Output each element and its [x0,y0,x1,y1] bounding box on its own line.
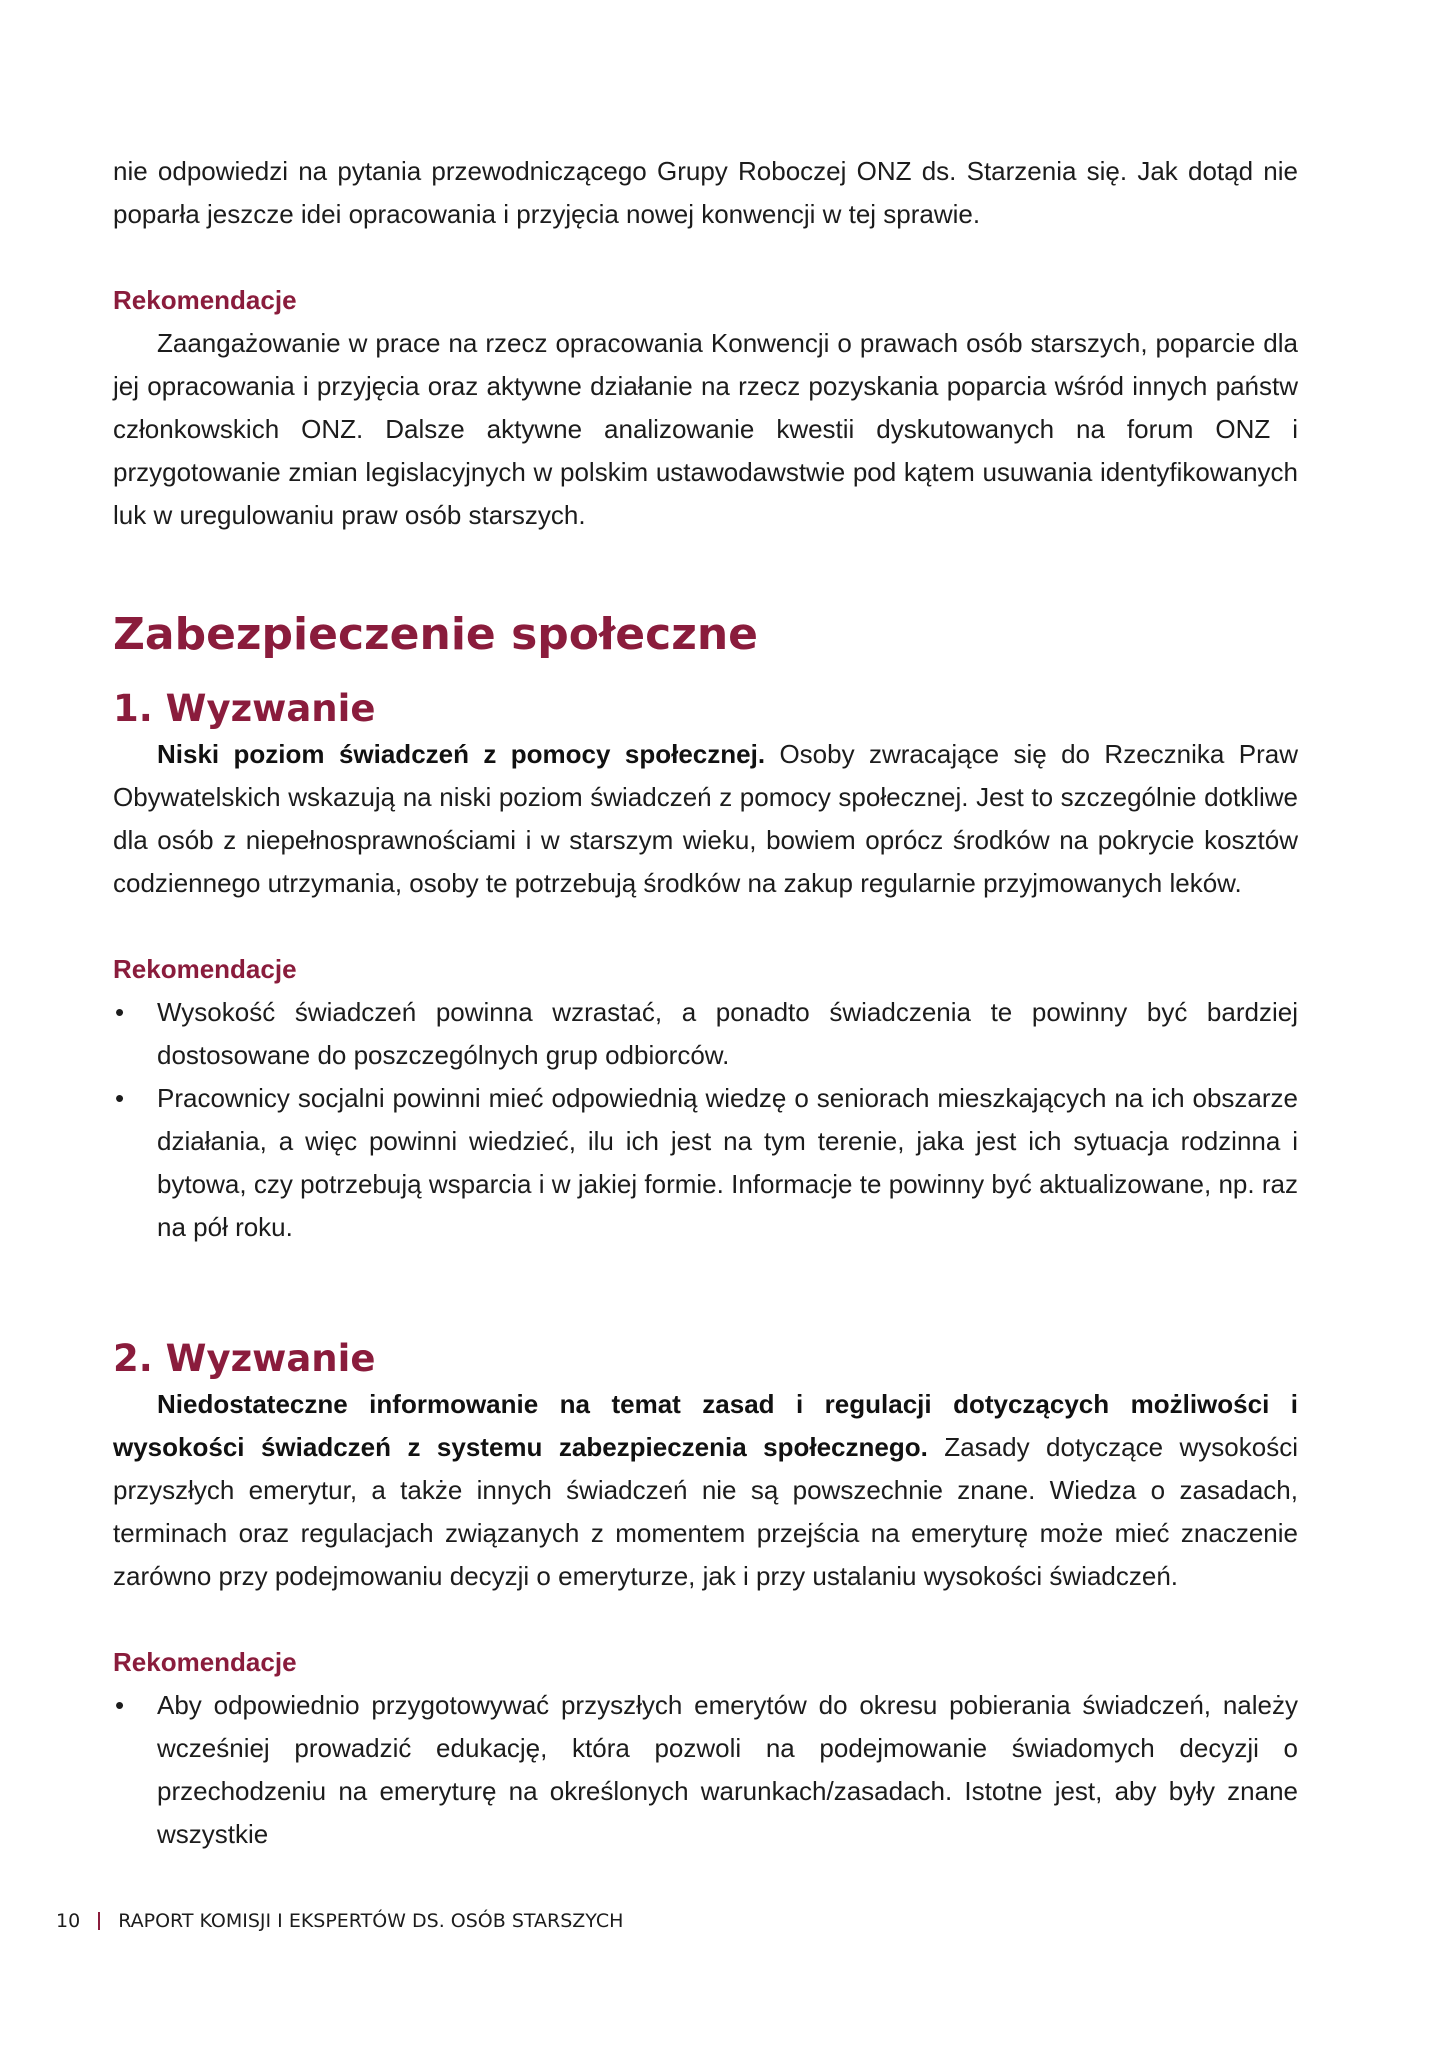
challenge-1-paragraph [113,733,1298,905]
bullet-icon: • [115,1083,125,1113]
page-footer [56,1910,623,1932]
challenge-2-heading: 2. Wyzwanie [113,1337,376,1380]
challenge-2-recommendations-list [113,1684,1298,1856]
list-item: • Aby odpowiednio przygotowywać przyszłych emerytów do okresu pobierania świadczeń, należy wcześniej prowadzić edukację, która pozwoli na podejmowanie świadomych decyzji o przechodzeniu na emeryturę na określonych warunkach/zasadach. Istotne jest, aby były znane wszystkie [113,1684,1298,1856]
challenge-1-recommendations-label: Rekomendacje [113,954,297,984]
list-item: • Wysokość świadczeń powinna wzrastać, a ponadto świadczenia te powinny być bardziej dostosowane do poszczególnych grup odbiorców. [113,991,1298,1077]
challenge-1-lead: Niski poziom świadczeń z pomocy społecznej. [157,739,766,769]
challenge-1-recommendations-list [113,991,1298,1249]
challenge-1-text: Osoby zwracające się do Rzecznika Praw Obywatelskich wskazują na niski poziom świadczeń z pomocy społecznej. Jest to szczególnie dotkliwe dla osób z niepełnosprawnościami i w starszym wieku, bowiem oprócz środków na pokrycie kosztów codziennego utrzymania, osoby te potrzebują środków na zakup regularnie przyjmowanych leków. [113,739,1298,898]
recommendations-label: Rekomendacje [113,285,297,315]
bullet-icon: • [115,1690,125,1720]
section-title: Zabezpieczenie społeczne [113,609,759,660]
page-content [113,150,1298,1856]
footer-divider [98,1912,100,1930]
challenge-2-text: Zasady dotyczące wysokości przyszłych emerytur, a także innych świadczeń nie są powszechnie znane. Wiedza o zasadach, terminach oraz regulacjach związanych z momentem przejścia na emeryturę może mieć znaczenie zarówno przy podejmowaniu decyzji o emeryturze, jak i przy ustalaniu wysokości świadczeń. [113,1432,1299,1591]
challenge-2-paragraph [113,1383,1298,1598]
challenge-1-heading: 1. Wyzwanie [113,687,376,730]
challenge-2-recommendations-label: Rekomendacje [113,1647,297,1677]
list-item: • Pracownicy socjalni powinni mieć odpowiednią wiedzę o seniorach mieszkających na ich obszarze działania, a więc powinni wiedzieć, ilu ich jest na tym terenie, jaka jest ich sytuacja rodzinna i bytowa, czy potrzebują wsparcia i w jakiej formie. Informacje te powinny być aktualizowane, np. raz na pół roku. [113,1077,1298,1249]
recommendations-paragraph: Zaangażowanie w prace na rzecz opracowania Konwencji o prawach osób starszych, poparcie dla jej opracowania i przyjęcia oraz aktywne działanie na rzecz pozyskania poparcia wśród innych państw członkowskich ONZ. Dalsze aktywne analizowanie kwestii dyskutowanych na forum ONZ i przygotowanie zmian legislacyjnych w polskim ustawodawstwie pod kątem usuwania identyfikowanych luk w uregulowaniu praw osób starszych. [113,328,1298,530]
intro-paragraph: nie odpowiedzi na pytania przewodniczącego Grupy Roboczej ONZ ds. Starzenia się. Jak dotąd nie poparła jeszcze idei opracowania i przyjęcia nowej konwencji w tej sprawie. [113,156,1298,229]
page-number: 10 [56,1910,81,1932]
bullet-icon: • [115,997,125,1027]
challenge-2-lead: Niedostateczne informowanie na temat zasad i regulacji dotyczących możliwości i wysokości świadczeń z systemu zabezpieczenia społecznego. [113,1389,1298,1462]
footer-title: RAPORT KOMISJI I EKSPERTÓW DS. OSÓB STARSZYCH [118,1910,624,1932]
